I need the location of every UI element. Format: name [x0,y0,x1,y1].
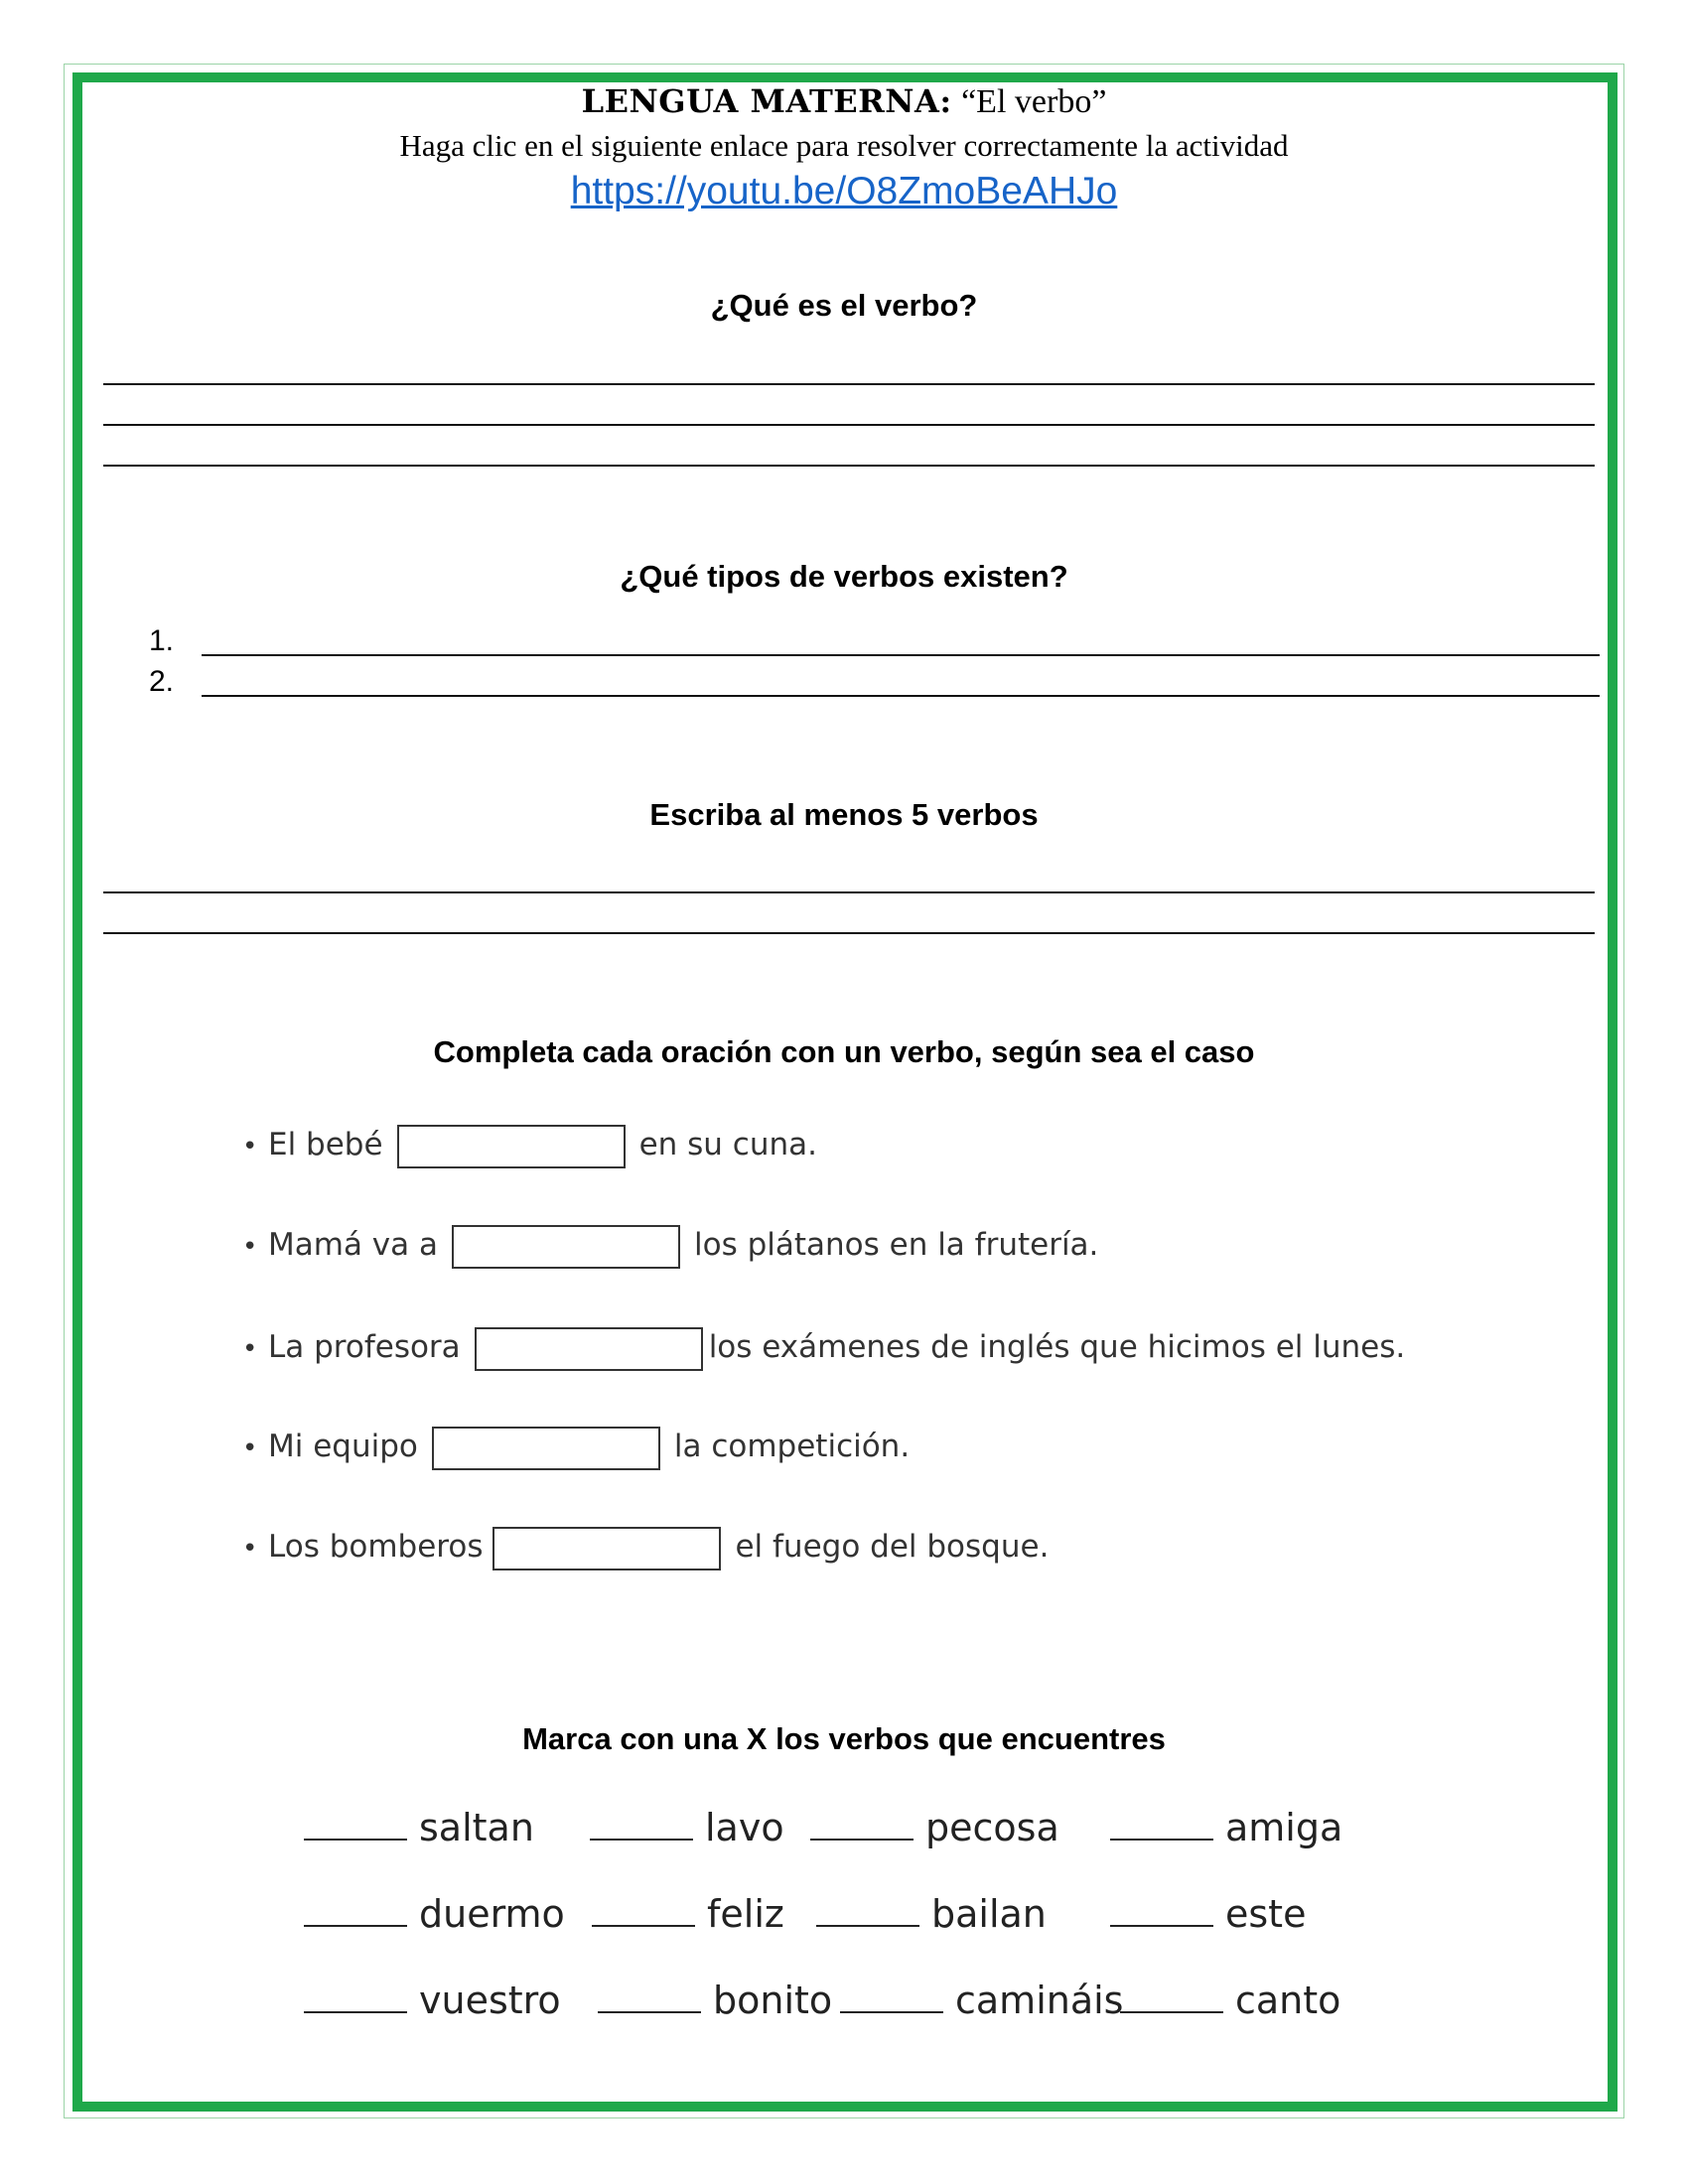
word-item[interactable]: lavo [590,1803,784,1852]
instruction-text: Haga clic en el siguiente enlace para resolver correctamente la actividad [399,128,1289,163]
word-item[interactable]: feliz [592,1889,784,1939]
mark-blank[interactable] [304,1807,407,1841]
subject-label: LENGUA MATERNA: [581,82,952,120]
mark-blank[interactable] [1110,1807,1213,1841]
answer-box-4[interactable] [432,1427,660,1470]
sentence-1: • El bebé en su cuna. [242,1120,817,1169]
mark-blank[interactable] [840,1979,943,2013]
mark-blank[interactable] [1110,1893,1213,1927]
sentence-5: • Los bomberos el fuego del bosque. [242,1522,1049,1571]
word-item[interactable]: saltan [304,1803,534,1852]
bullet-icon: • [242,1334,258,1364]
mark-blank[interactable] [304,1893,407,1927]
word-item[interactable]: camináis [840,1976,1123,2025]
question-mark-verbs: Marca con una X los verbos que encuentres [522,1721,1166,1756]
mark-blank[interactable] [598,1979,701,2013]
word-item[interactable]: duermo [304,1889,565,1939]
sentence-4: • Mi equipo la competición. [242,1422,910,1471]
question-write-verbs: Escriba al menos 5 verbos [649,797,1039,832]
mark-blank[interactable] [592,1893,695,1927]
answer-line-1[interactable] [103,383,1595,385]
mark-blank[interactable] [304,1979,407,2013]
mark-blank[interactable] [590,1807,693,1841]
bullet-icon: • [242,1232,258,1262]
word-item[interactable]: bonito [598,1976,832,2025]
verb-type-line-2[interactable] [202,695,1600,697]
list-number-2: 2. [149,665,175,698]
word-item[interactable]: bailan [816,1889,1047,1939]
word-item[interactable]: amiga [1110,1803,1342,1852]
answer-box-3[interactable] [475,1327,703,1371]
question-complete-sentences: Completa cada oración con un verbo, según sea el caso [433,1034,1255,1069]
bullet-icon: • [242,1132,258,1161]
verbs-line-1[interactable] [103,891,1595,893]
mark-blank[interactable] [810,1807,914,1841]
answer-box-5[interactable] [492,1527,721,1570]
list-number-1: 1. [149,624,175,657]
word-item[interactable]: este [1110,1889,1306,1939]
answer-box-1[interactable] [397,1125,626,1168]
answer-line-2[interactable] [103,424,1595,426]
mark-blank[interactable] [1120,1979,1223,2013]
answer-line-3[interactable] [103,465,1595,467]
answer-box-2[interactable] [452,1225,680,1269]
question-what-is-verb: ¿Qué es el verbo? [710,288,978,323]
sentence-2: • Mamá va a los plátanos en la frutería. [242,1220,1098,1270]
word-item[interactable]: canto [1120,1976,1340,2025]
word-item[interactable]: vuestro [304,1976,561,2025]
worksheet-title [0,81,1688,122]
question-verb-types: ¿Qué tipos de verbos existen? [620,559,1068,594]
sentence-3: • La profesora los exámenes de inglés que hicimos el lunes. [242,1322,1405,1372]
word-item[interactable]: pecosa [810,1803,1059,1852]
mark-blank[interactable] [816,1893,919,1927]
verbs-line-2[interactable] [103,932,1595,934]
bullet-icon: • [242,1534,258,1564]
topic-label: “El verbo” [961,83,1107,120]
bullet-icon: • [242,1433,258,1463]
verb-type-line-1[interactable] [202,654,1600,656]
video-link[interactable]: https://youtu.be/O8ZmoBeAHJo [570,170,1118,212]
